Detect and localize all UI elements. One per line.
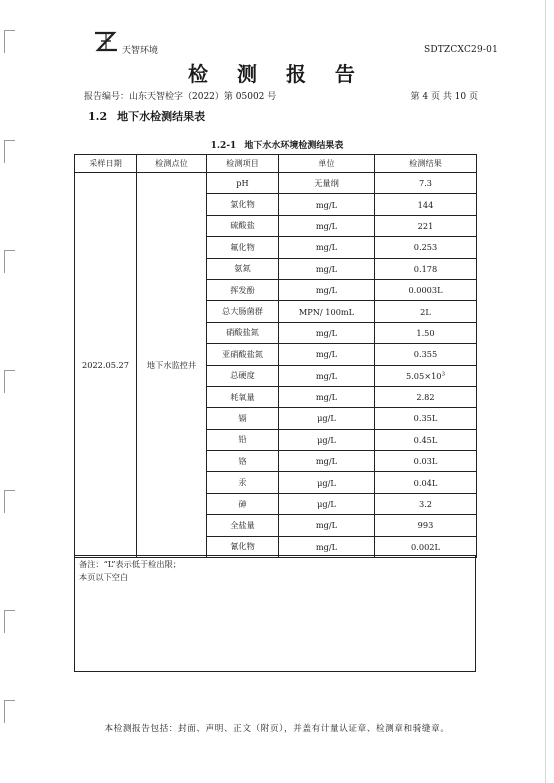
report-footer: 本检测报告包括：封面、声明、正文（附页），并盖有计量认证章、检测章和骑缝章。 bbox=[104, 724, 450, 734]
column-header: 采样日期 bbox=[75, 155, 137, 173]
result-value: 0.45L bbox=[413, 434, 438, 445]
binding-mark bbox=[4, 700, 15, 723]
table-caption-number: 1.2-1 bbox=[210, 141, 237, 151]
item-cell: 氯化物 bbox=[207, 194, 279, 215]
result-cell bbox=[375, 365, 477, 386]
column-header: 检测项目 bbox=[207, 155, 279, 173]
result-value: 0.253 bbox=[413, 242, 438, 253]
result-cell bbox=[375, 429, 477, 450]
item-cell: 总硬度 bbox=[207, 365, 279, 386]
result-value: 993 bbox=[417, 520, 434, 531]
result-value: 0.35L bbox=[413, 413, 438, 424]
item-cell: pH bbox=[207, 173, 279, 194]
item-cell: 硫酸盐 bbox=[207, 215, 279, 236]
item-cell: 砷 bbox=[207, 493, 279, 514]
result-cell bbox=[375, 279, 477, 300]
result-value: 5.05×10 bbox=[405, 370, 442, 381]
result-cell bbox=[375, 194, 477, 215]
item-cell: 汞 bbox=[207, 472, 279, 493]
unit-cell: mg/L bbox=[279, 515, 375, 536]
binding-mark bbox=[4, 30, 15, 53]
section-heading bbox=[88, 108, 205, 124]
unit-cell: mg/L bbox=[279, 386, 375, 407]
table-caption bbox=[0, 138, 554, 151]
result-value: 0.0003L bbox=[408, 285, 443, 296]
column-header: 检测结果 bbox=[375, 155, 477, 173]
table-caption-title: 地下水水环境检测结果表 bbox=[244, 141, 344, 151]
result-cell bbox=[375, 515, 477, 536]
location-cell: 地下水监控井 bbox=[137, 173, 207, 558]
table-header-row bbox=[75, 155, 477, 173]
unit-cell: μg/L bbox=[279, 408, 375, 429]
item-cell: 镉 bbox=[207, 408, 279, 429]
result-value: 2L bbox=[420, 306, 431, 317]
item-cell: 亚硝酸盐氮 bbox=[207, 344, 279, 365]
binding-mark bbox=[4, 370, 15, 393]
item-cell: 全盐量 bbox=[207, 515, 279, 536]
result-value: 3.2 bbox=[418, 499, 433, 510]
section-title: 地下水检测结果表 bbox=[117, 110, 206, 123]
result-cell bbox=[375, 258, 477, 279]
unit-cell: mg/L bbox=[279, 237, 375, 258]
page-info: 第 4 页 共 10 页 bbox=[410, 92, 478, 102]
result-cell bbox=[375, 493, 477, 514]
report-number: 报告编号：山东天智检字（2022）第 05002 号 bbox=[84, 92, 277, 102]
result-value: 144 bbox=[417, 199, 434, 210]
result-cell bbox=[375, 215, 477, 236]
binding-mark bbox=[4, 490, 15, 513]
sampling-date-cell: 2022.05.27 bbox=[75, 173, 137, 558]
result-exponent: 3 bbox=[441, 370, 445, 377]
company-name: 天智环境 bbox=[122, 46, 159, 56]
result-value: 0.178 bbox=[413, 263, 438, 274]
result-value: 0.04L bbox=[413, 477, 438, 488]
result-value: 0.355 bbox=[413, 349, 438, 360]
section-number: 1.2 bbox=[88, 110, 108, 123]
result-cell bbox=[375, 472, 477, 493]
table-row bbox=[75, 173, 477, 194]
unit-cell: MPN/ 100mL bbox=[279, 301, 375, 322]
result-cell bbox=[375, 173, 477, 194]
item-cell: 挥发酚 bbox=[207, 279, 279, 300]
column-header: 单位 bbox=[279, 155, 375, 173]
item-cell: 硝酸盐氮 bbox=[207, 322, 279, 343]
page-edge-line bbox=[545, 0, 546, 783]
item-cell: 耗氧量 bbox=[207, 386, 279, 407]
unit-cell: μg/L bbox=[279, 429, 375, 450]
result-value: 2.82 bbox=[416, 392, 435, 403]
item-cell: 铅 bbox=[207, 429, 279, 450]
unit-cell: mg/L bbox=[279, 536, 375, 557]
item-cell: 氟化物 bbox=[207, 237, 279, 258]
note-line: 本页以下空白 bbox=[79, 572, 129, 582]
results-table bbox=[74, 154, 477, 558]
result-cell bbox=[375, 237, 477, 258]
binding-mark bbox=[4, 250, 15, 273]
unit-cell: mg/L bbox=[279, 344, 375, 365]
item-cell: 总大肠菌群 bbox=[207, 301, 279, 322]
unit-cell: μg/L bbox=[279, 472, 375, 493]
unit-cell: mg/L bbox=[279, 258, 375, 279]
unit-cell: mg/L bbox=[279, 322, 375, 343]
unit-cell: 无量纲 bbox=[279, 173, 375, 194]
note-line: 备注：“L”表示低于检出限； bbox=[79, 559, 181, 569]
item-cell: 氨氮 bbox=[207, 258, 279, 279]
result-cell bbox=[375, 322, 477, 343]
unit-cell: mg/L bbox=[279, 194, 375, 215]
result-value: 221 bbox=[417, 220, 434, 231]
result-cell bbox=[375, 386, 477, 407]
result-cell bbox=[375, 344, 477, 365]
notes-box bbox=[74, 555, 476, 672]
document-code: SDTZCXC29-01 bbox=[423, 45, 498, 55]
unit-cell: mg/L bbox=[279, 279, 375, 300]
binding-mark bbox=[4, 610, 15, 633]
result-value: 0.002L bbox=[411, 541, 440, 552]
item-cell: 铬 bbox=[207, 451, 279, 472]
result-cell bbox=[375, 408, 477, 429]
unit-cell: μg/L bbox=[279, 493, 375, 514]
result-cell bbox=[375, 301, 477, 322]
result-cell bbox=[375, 451, 477, 472]
result-value: 1.50 bbox=[416, 327, 435, 338]
result-value: 0.03L bbox=[413, 456, 438, 467]
unit-cell: mg/L bbox=[279, 215, 375, 236]
unit-cell: mg/L bbox=[279, 365, 375, 386]
item-cell: 氰化物 bbox=[207, 536, 279, 557]
column-header: 检测点位 bbox=[137, 155, 207, 173]
result-value: 7.3 bbox=[418, 178, 433, 189]
company-logo-icon bbox=[92, 30, 122, 54]
unit-cell: mg/L bbox=[279, 451, 375, 472]
report-title: 检 测 报 告 bbox=[188, 62, 366, 86]
